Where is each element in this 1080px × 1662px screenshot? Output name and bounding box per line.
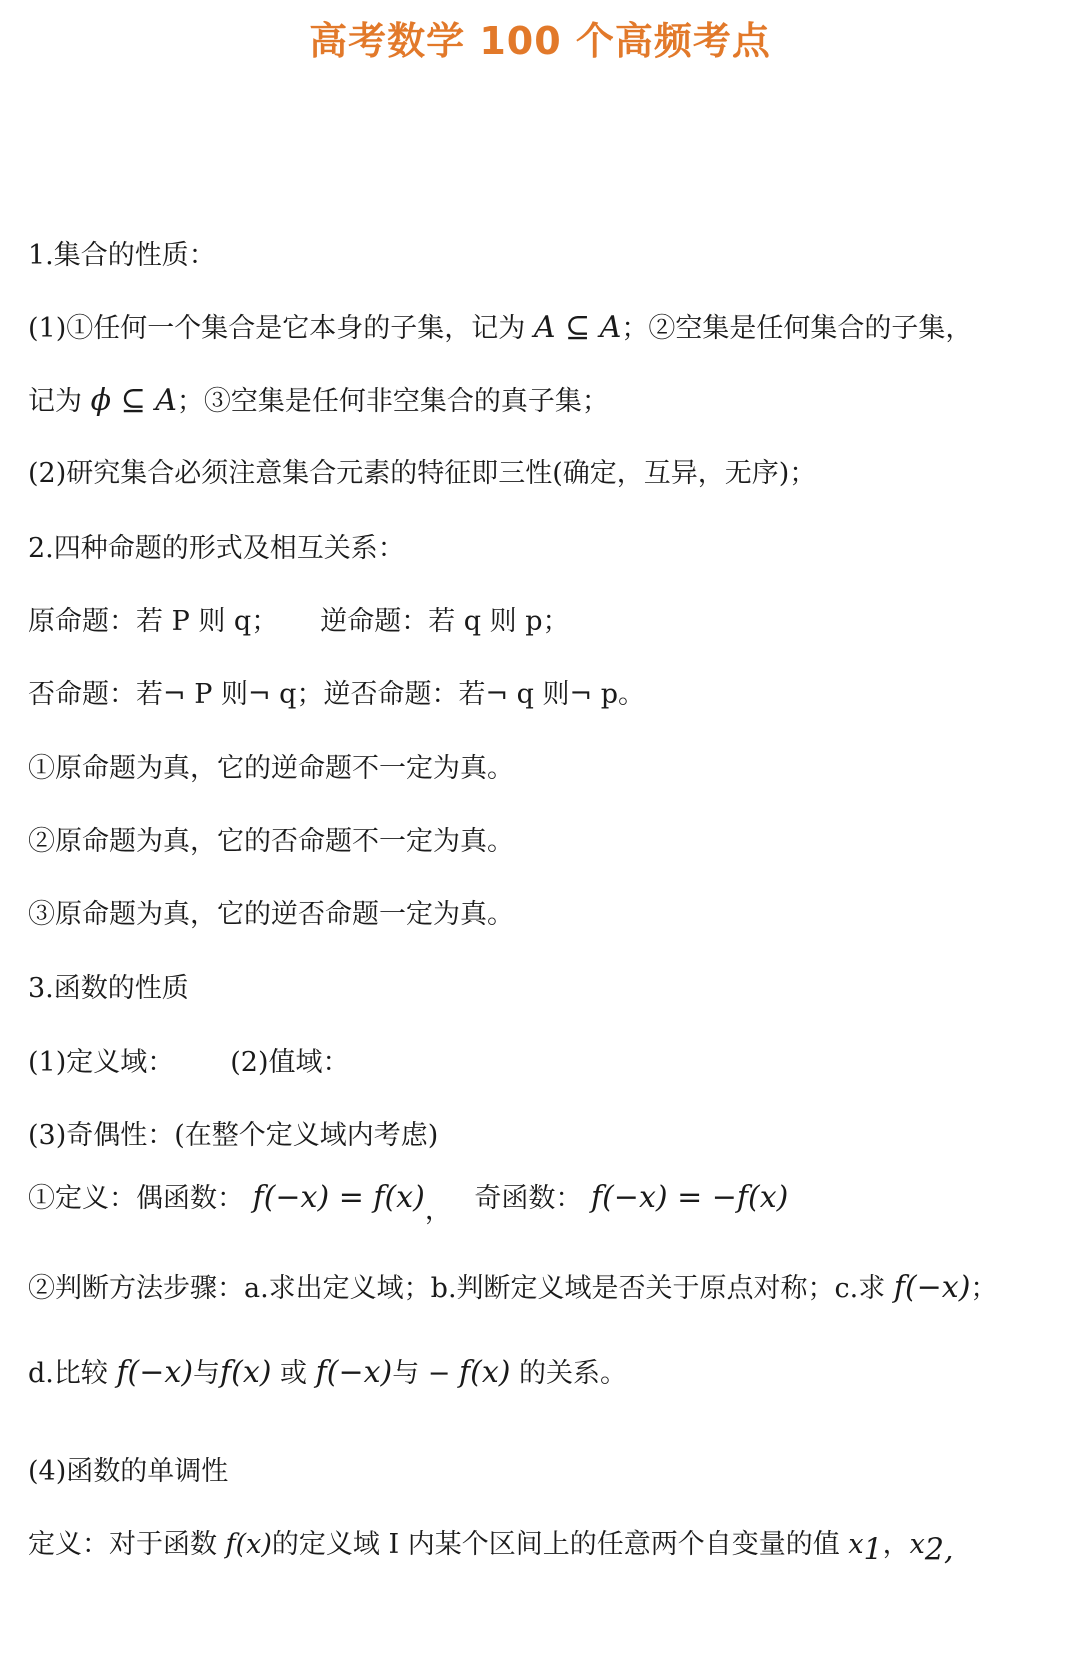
math-expression: ϕ ⊆ A xyxy=(90,383,177,418)
text-segment: d.比较 xyxy=(28,1358,117,1389)
math-expression: f(−x) = f(x) xyxy=(252,1180,425,1215)
text-segment: 原命题：若 P 则 q； xyxy=(28,606,279,637)
math-expression: A ⊆ A xyxy=(533,310,622,345)
text-segment: 逆命题：若 q 则 p； xyxy=(320,606,570,637)
section-heading: 2.四种命题的形式及相互关系： xyxy=(28,533,405,564)
text-line: 否命题：若¬ P 则¬ q；逆否命题：若¬ q 则¬ p。 xyxy=(28,679,646,710)
text-segment: ②判断方法步骤：a.求出定义域；b.判断定义域是否关于原点对称；c.求 xyxy=(28,1273,894,1304)
text-segment: ， xyxy=(424,1195,452,1226)
text-line: (3)奇偶性：(在整个定义域内考虑) xyxy=(28,1120,439,1151)
text-segment: 与 − xyxy=(392,1358,460,1389)
text-line: ③原命题为真，它的逆否命题一定为真。 xyxy=(28,899,514,930)
math-subscript: 1 xyxy=(863,1532,883,1568)
text-segment: ①定义：偶函数： xyxy=(28,1183,244,1214)
text-segment: 与 xyxy=(193,1358,221,1389)
text-segment: 的关系。 xyxy=(510,1358,628,1389)
math-variable: x xyxy=(848,1529,864,1560)
text-line xyxy=(28,310,972,347)
text-segment: 定义：对于函数 xyxy=(28,1529,226,1560)
section-heading: (4)函数的单调性 xyxy=(28,1456,229,1487)
text-line: (2)研究集合必须注意集合元素的特征即三性(确定，互异，无序)； xyxy=(28,458,817,489)
text-line xyxy=(28,383,609,420)
text-segment: 记为 xyxy=(28,386,91,417)
text-segment: (1)①任何一个集合是它本身的子集，记为 xyxy=(28,313,534,344)
math-expression: f(−x) xyxy=(315,1355,393,1390)
text-segment: ； xyxy=(970,1273,998,1304)
text-line: ②原命题为真，它的否命题不一定为真。 xyxy=(28,826,514,857)
text-segment: (1)定义域： xyxy=(28,1047,175,1078)
math-subscript: 2, xyxy=(924,1532,954,1568)
text-line xyxy=(28,1180,789,1226)
text-segment: ， xyxy=(882,1529,910,1560)
text-line xyxy=(28,1270,997,1307)
math-expression: f(x) xyxy=(220,1355,272,1390)
text-line xyxy=(28,604,570,640)
section-heading: 3.函数的性质 xyxy=(28,973,189,1004)
text-segment: 的定义域 I 内某个区间上的任意两个自变量的值 xyxy=(271,1529,849,1560)
math-expression: f(x) xyxy=(225,1529,272,1560)
text-segment: ；②空集是任何集合的子集， xyxy=(621,313,973,344)
text-segment: 或 xyxy=(271,1358,316,1389)
math-expression: f(−x) xyxy=(893,1270,971,1305)
section-heading: 1.集合的性质： xyxy=(28,240,216,271)
page-title: 高考数学 100 个高频考点 xyxy=(309,19,771,63)
text-line xyxy=(28,1527,954,1568)
text-line xyxy=(28,1355,627,1392)
text-segment: 奇函数： xyxy=(474,1183,583,1214)
text-line: ①原命题为真，它的逆命题不一定为真。 xyxy=(28,753,514,784)
text-segment: ；③空集是任何非空集合的真子集； xyxy=(176,386,609,417)
text-segment: (2)值域： xyxy=(230,1047,350,1078)
math-variable: x xyxy=(909,1529,925,1560)
math-expression: f(x) xyxy=(459,1355,511,1390)
math-expression: f(−x) xyxy=(116,1355,194,1390)
text-line xyxy=(28,1045,350,1081)
math-expression: f(−x) = −f(x) xyxy=(591,1180,789,1215)
